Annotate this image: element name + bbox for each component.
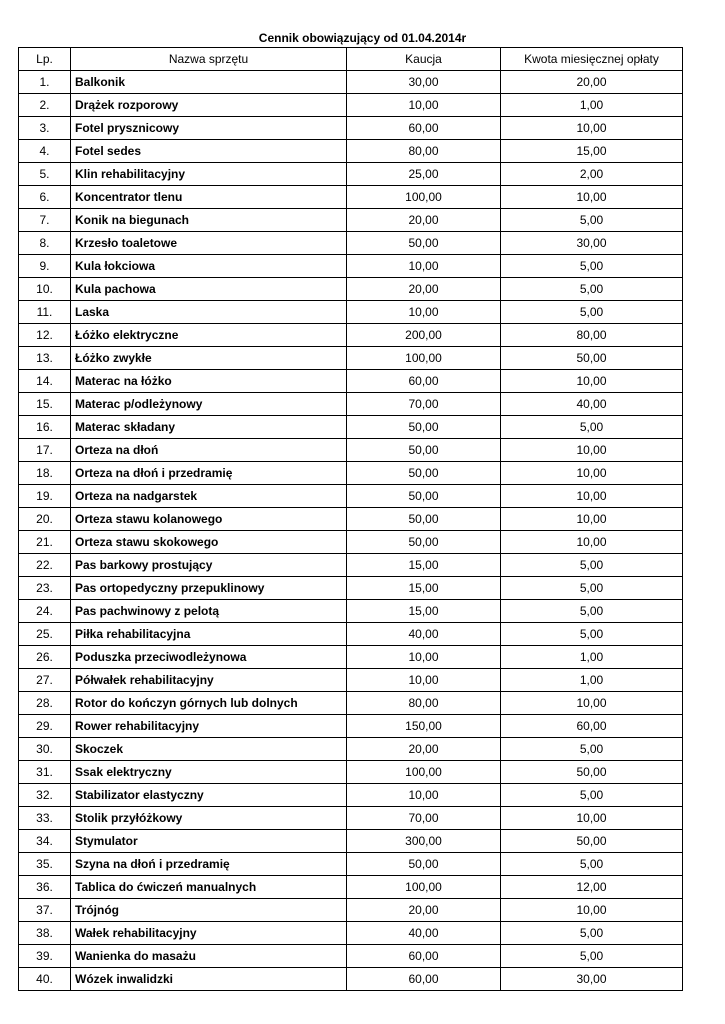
equipment-name: Konik na biegunach: [71, 209, 347, 232]
row-number: 39.: [19, 945, 71, 968]
table-row: [19, 370, 683, 393]
equipment-name: Orteza na nadgarstek: [71, 485, 347, 508]
deposit-value: 10,00: [347, 255, 501, 278]
deposit-value: 20,00: [347, 278, 501, 301]
deposit-value: 100,00: [347, 347, 501, 370]
equipment-name: Materac p/odleżynowy: [71, 393, 347, 416]
monthly-fee-value: 10,00: [501, 186, 683, 209]
row-number: 36.: [19, 876, 71, 899]
row-number: 21.: [19, 531, 71, 554]
equipment-name: Fotel sedes: [71, 140, 347, 163]
equipment-name: Pas pachwinowy z pelotą: [71, 600, 347, 623]
row-number: 32.: [19, 784, 71, 807]
equipment-name: Materac składany: [71, 416, 347, 439]
equipment-name: Piłka rehabilitacyjna: [71, 623, 347, 646]
deposit-value: 30,00: [347, 71, 501, 94]
table-row: [19, 485, 683, 508]
monthly-fee-value: 5,00: [501, 784, 683, 807]
row-number: 15.: [19, 393, 71, 416]
row-number: 35.: [19, 853, 71, 876]
monthly-fee-value: 5,00: [501, 278, 683, 301]
monthly-fee-value: 50,00: [501, 830, 683, 853]
equipment-name: Pas barkowy prostujący: [71, 554, 347, 577]
deposit-value: 50,00: [347, 508, 501, 531]
row-number: 2.: [19, 94, 71, 117]
equipment-name: Pas ortopedyczny przepuklinowy: [71, 577, 347, 600]
deposit-value: 60,00: [347, 945, 501, 968]
monthly-fee-value: 5,00: [501, 945, 683, 968]
deposit-value: 100,00: [347, 186, 501, 209]
equipment-name: Łóżko zwykłe: [71, 347, 347, 370]
deposit-value: 20,00: [347, 899, 501, 922]
row-number: 29.: [19, 715, 71, 738]
table-row: [19, 416, 683, 439]
monthly-fee-value: 5,00: [501, 853, 683, 876]
deposit-value: 50,00: [347, 485, 501, 508]
deposit-value: 70,00: [347, 807, 501, 830]
deposit-value: 10,00: [347, 669, 501, 692]
table-row: [19, 94, 683, 117]
row-number: 26.: [19, 646, 71, 669]
deposit-value: 300,00: [347, 830, 501, 853]
table-row: [19, 830, 683, 853]
monthly-fee-value: 30,00: [501, 968, 683, 991]
table-row: [19, 853, 683, 876]
deposit-value: 40,00: [347, 922, 501, 945]
deposit-value: 50,00: [347, 531, 501, 554]
monthly-fee-value: 12,00: [501, 876, 683, 899]
monthly-fee-value: 10,00: [501, 899, 683, 922]
row-number: 11.: [19, 301, 71, 324]
row-number: 3.: [19, 117, 71, 140]
deposit-value: 10,00: [347, 94, 501, 117]
deposit-value: 80,00: [347, 140, 501, 163]
table-row: [19, 209, 683, 232]
monthly-fee-value: 30,00: [501, 232, 683, 255]
row-number: 30.: [19, 738, 71, 761]
equipment-name: Wałek rehabilitacyjny: [71, 922, 347, 945]
table-row: [19, 646, 683, 669]
equipment-name: Łóżko elektryczne: [71, 324, 347, 347]
equipment-name: Drążek rozporowy: [71, 94, 347, 117]
equipment-name: Stymulator: [71, 830, 347, 853]
monthly-fee-value: 10,00: [501, 117, 683, 140]
table-row: [19, 738, 683, 761]
equipment-name: Krzesło toaletowe: [71, 232, 347, 255]
equipment-name: Trójnóg: [71, 899, 347, 922]
monthly-fee-value: 10,00: [501, 508, 683, 531]
equipment-name: Fotel prysznicowy: [71, 117, 347, 140]
equipment-name: Wózek inwalidzki: [71, 968, 347, 991]
table-row: [19, 393, 683, 416]
row-number: 1.: [19, 71, 71, 94]
deposit-value: 10,00: [347, 301, 501, 324]
row-number: 37.: [19, 899, 71, 922]
monthly-fee-value: 1,00: [501, 94, 683, 117]
row-number: 16.: [19, 416, 71, 439]
monthly-fee-value: 60,00: [501, 715, 683, 738]
equipment-name: Orteza stawu skokowego: [71, 531, 347, 554]
row-number: 8.: [19, 232, 71, 255]
monthly-fee-value: 10,00: [501, 462, 683, 485]
deposit-value: 70,00: [347, 393, 501, 416]
deposit-value: 25,00: [347, 163, 501, 186]
row-number: 4.: [19, 140, 71, 163]
table-row: [19, 531, 683, 554]
deposit-value: 20,00: [347, 209, 501, 232]
monthly-fee-value: 5,00: [501, 554, 683, 577]
monthly-fee-value: 50,00: [501, 761, 683, 784]
monthly-fee-value: 5,00: [501, 255, 683, 278]
table-row: [19, 186, 683, 209]
column-header-lp: Lp.: [19, 48, 71, 71]
row-number: 22.: [19, 554, 71, 577]
column-header-deposit: Kaucja: [347, 48, 501, 71]
equipment-name: Kula pachowa: [71, 278, 347, 301]
table-row: [19, 623, 683, 646]
equipment-name: Kula łokciowa: [71, 255, 347, 278]
deposit-value: 10,00: [347, 646, 501, 669]
row-number: 23.: [19, 577, 71, 600]
column-header-fee: Kwota miesięcznej opłaty: [501, 48, 683, 71]
monthly-fee-value: 5,00: [501, 623, 683, 646]
table-row: [19, 968, 683, 991]
deposit-value: 60,00: [347, 117, 501, 140]
table-row: [19, 761, 683, 784]
equipment-name: Laska: [71, 301, 347, 324]
table-row: [19, 278, 683, 301]
equipment-name: Orteza stawu kolanowego: [71, 508, 347, 531]
monthly-fee-value: 15,00: [501, 140, 683, 163]
table-row: [19, 117, 683, 140]
table-row: [19, 140, 683, 163]
row-number: 17.: [19, 439, 71, 462]
deposit-value: 20,00: [347, 738, 501, 761]
table-body: [19, 71, 683, 991]
deposit-value: 50,00: [347, 853, 501, 876]
equipment-name: Materac na łóżko: [71, 370, 347, 393]
column-header-name: Nazwa sprzętu: [71, 48, 347, 71]
equipment-name: Tablica do ćwiczeń manualnych: [71, 876, 347, 899]
deposit-value: 15,00: [347, 600, 501, 623]
row-number: 10.: [19, 278, 71, 301]
row-number: 19.: [19, 485, 71, 508]
monthly-fee-value: 5,00: [501, 209, 683, 232]
equipment-name: Stabilizator elastyczny: [71, 784, 347, 807]
table-row: [19, 577, 683, 600]
monthly-fee-value: 80,00: [501, 324, 683, 347]
deposit-value: 50,00: [347, 416, 501, 439]
equipment-name: Koncentrator tlenu: [71, 186, 347, 209]
table-row: [19, 554, 683, 577]
equipment-name: Orteza na dłoń: [71, 439, 347, 462]
table-row: [19, 945, 683, 968]
table-row: [19, 669, 683, 692]
row-number: 20.: [19, 508, 71, 531]
monthly-fee-value: 5,00: [501, 577, 683, 600]
monthly-fee-value: 10,00: [501, 439, 683, 462]
equipment-name: Rotor do kończyn górnych lub dolnych: [71, 692, 347, 715]
row-number: 25.: [19, 623, 71, 646]
deposit-value: 60,00: [347, 370, 501, 393]
table-row: [19, 899, 683, 922]
deposit-value: 100,00: [347, 876, 501, 899]
row-number: 6.: [19, 186, 71, 209]
monthly-fee-value: 5,00: [501, 922, 683, 945]
table-row: [19, 232, 683, 255]
monthly-fee-value: 5,00: [501, 301, 683, 324]
equipment-name: Wanienka do masażu: [71, 945, 347, 968]
monthly-fee-value: 2,00: [501, 163, 683, 186]
table-row: [19, 462, 683, 485]
row-number: 34.: [19, 830, 71, 853]
deposit-value: 10,00: [347, 784, 501, 807]
monthly-fee-value: 5,00: [501, 738, 683, 761]
deposit-value: 200,00: [347, 324, 501, 347]
monthly-fee-value: 10,00: [501, 485, 683, 508]
row-number: 24.: [19, 600, 71, 623]
price-table: [18, 47, 683, 991]
table-row: [19, 715, 683, 738]
row-number: 33.: [19, 807, 71, 830]
deposit-value: 100,00: [347, 761, 501, 784]
equipment-name: Szyna na dłoń i przedramię: [71, 853, 347, 876]
table-row: [19, 692, 683, 715]
row-number: 27.: [19, 669, 71, 692]
monthly-fee-value: 1,00: [501, 669, 683, 692]
monthly-fee-value: 10,00: [501, 370, 683, 393]
equipment-name: Skoczek: [71, 738, 347, 761]
deposit-value: 60,00: [347, 968, 501, 991]
row-number: 5.: [19, 163, 71, 186]
monthly-fee-value: 50,00: [501, 347, 683, 370]
monthly-fee-value: 10,00: [501, 807, 683, 830]
table-row: [19, 324, 683, 347]
table-header-row: [19, 48, 683, 71]
deposit-value: 50,00: [347, 439, 501, 462]
monthly-fee-value: 10,00: [501, 531, 683, 554]
deposit-value: 150,00: [347, 715, 501, 738]
deposit-value: 50,00: [347, 462, 501, 485]
page-title: Cennik obowiązujący od 01.04.2014r: [258, 31, 467, 45]
row-number: 38.: [19, 922, 71, 945]
equipment-name: Balkonik: [71, 71, 347, 94]
table-row: [19, 600, 683, 623]
monthly-fee-value: 5,00: [501, 600, 683, 623]
row-number: 12.: [19, 324, 71, 347]
table-row: [19, 876, 683, 899]
table-row: [19, 163, 683, 186]
equipment-name: Orteza na dłoń i przedramię: [71, 462, 347, 485]
deposit-value: 15,00: [347, 554, 501, 577]
equipment-name: Poduszka przeciwodleżynowa: [71, 646, 347, 669]
row-number: 40.: [19, 968, 71, 991]
monthly-fee-value: 5,00: [501, 416, 683, 439]
monthly-fee-value: 10,00: [501, 692, 683, 715]
deposit-value: 80,00: [347, 692, 501, 715]
table-row: [19, 255, 683, 278]
equipment-name: Stolik przyłóżkowy: [71, 807, 347, 830]
table-row: [19, 922, 683, 945]
table-row: [19, 301, 683, 324]
row-number: 18.: [19, 462, 71, 485]
deposit-value: 50,00: [347, 232, 501, 255]
equipment-name: Rower rehabilitacyjny: [71, 715, 347, 738]
row-number: 14.: [19, 370, 71, 393]
equipment-name: Półwałek rehabilitacyjny: [71, 669, 347, 692]
table-row: [19, 347, 683, 370]
equipment-name: Klin rehabilitacyjny: [71, 163, 347, 186]
table-row: [19, 784, 683, 807]
row-number: 9.: [19, 255, 71, 278]
monthly-fee-value: 40,00: [501, 393, 683, 416]
row-number: 13.: [19, 347, 71, 370]
deposit-value: 15,00: [347, 577, 501, 600]
table-row: [19, 71, 683, 94]
equipment-name: Ssak elektryczny: [71, 761, 347, 784]
row-number: 28.: [19, 692, 71, 715]
deposit-value: 40,00: [347, 623, 501, 646]
row-number: 7.: [19, 209, 71, 232]
table-row: [19, 439, 683, 462]
table-row: [19, 807, 683, 830]
row-number: 31.: [19, 761, 71, 784]
table-row: [19, 508, 683, 531]
monthly-fee-value: 1,00: [501, 646, 683, 669]
monthly-fee-value: 20,00: [501, 71, 683, 94]
